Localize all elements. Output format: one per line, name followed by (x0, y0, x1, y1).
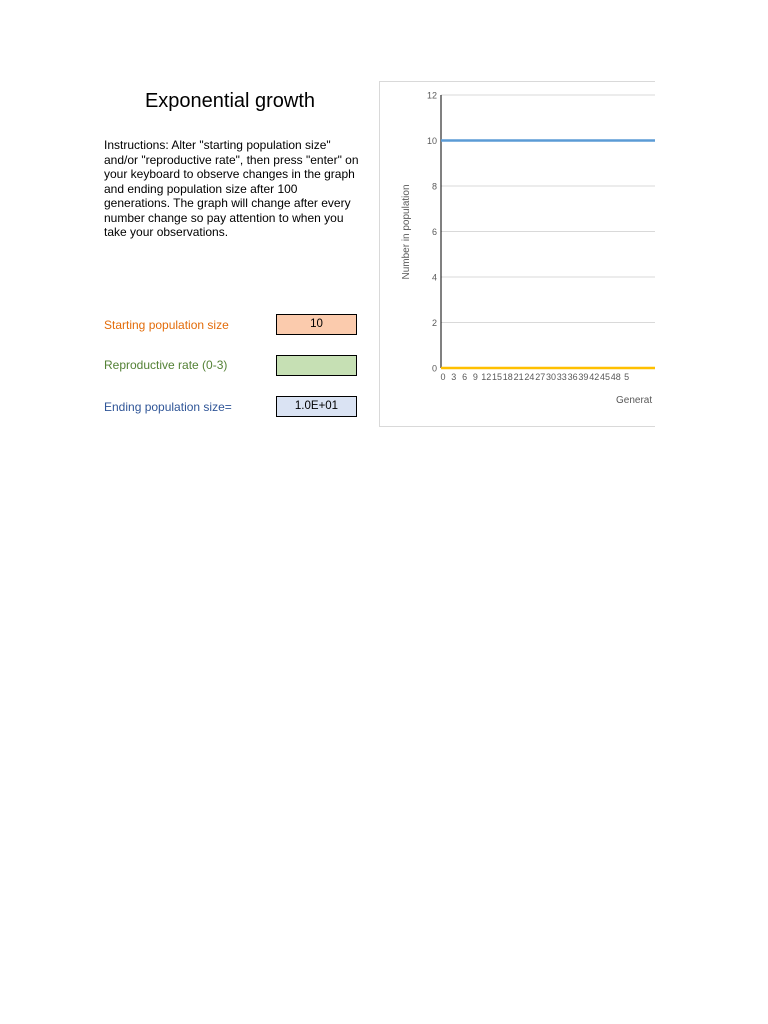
y-tick-label: 8 (431, 181, 437, 192)
x-tick-label: 9 (472, 372, 478, 382)
x-tick-label: 42 (589, 372, 600, 382)
x-tick-label: 21 (513, 372, 524, 382)
y-tick-label: 4 (431, 272, 437, 283)
x-tick-label: 6 (462, 372, 468, 382)
x-tick-label: 15 (491, 372, 503, 382)
instructions-text: Instructions: Alter "starting population size" and/or "reproductive rate", then press "enter" on your keyboard to observe changes in the graph and ending population size after 100 generations. The graph will change after every number change so pay attention to when you take your observations. (104, 138, 359, 239)
y-tick-label: 2 (431, 318, 437, 328)
x-tick-label: 0 (440, 372, 446, 382)
x-tick-label: 5 (624, 372, 630, 382)
starting-population-cell[interactable]: 10 (276, 314, 357, 335)
reproductive-rate-label: Reproductive rate (0-3) (104, 358, 228, 372)
ending-population-label: Ending population size= (104, 400, 232, 414)
x-tick-label: 33 (556, 372, 567, 382)
x-tick-label: 27 (535, 372, 546, 382)
ending-population-cell: 1.0E+01 (276, 396, 357, 417)
population-chart[interactable] (379, 81, 655, 427)
y-tick-label: 0 (431, 363, 437, 374)
y-tick-label: 6 (431, 227, 437, 237)
page-title: Exponential growth (144, 90, 316, 112)
x-axis-title: Generat (616, 395, 653, 406)
x-tick-label: 48 (610, 372, 621, 382)
chart-plot (380, 82, 655, 426)
x-tick-label: 24 (524, 372, 535, 382)
x-tick-label: 36 (567, 372, 578, 382)
x-tick-label: 12 (481, 372, 492, 382)
x-tick-label: 30 (545, 372, 557, 382)
reproductive-rate-cell[interactable] (276, 355, 357, 376)
x-tick-label: 45 (599, 372, 611, 382)
x-tick-label: 18 (502, 372, 513, 382)
y-tick-label: 12 (426, 90, 437, 101)
x-tick-label: 3 (451, 372, 457, 382)
x-tick-label: 39 (578, 372, 589, 382)
y-axis-title: Number in population (401, 184, 412, 280)
starting-population-label: Starting population size (104, 318, 229, 332)
y-tick-label: 10 (426, 136, 437, 146)
